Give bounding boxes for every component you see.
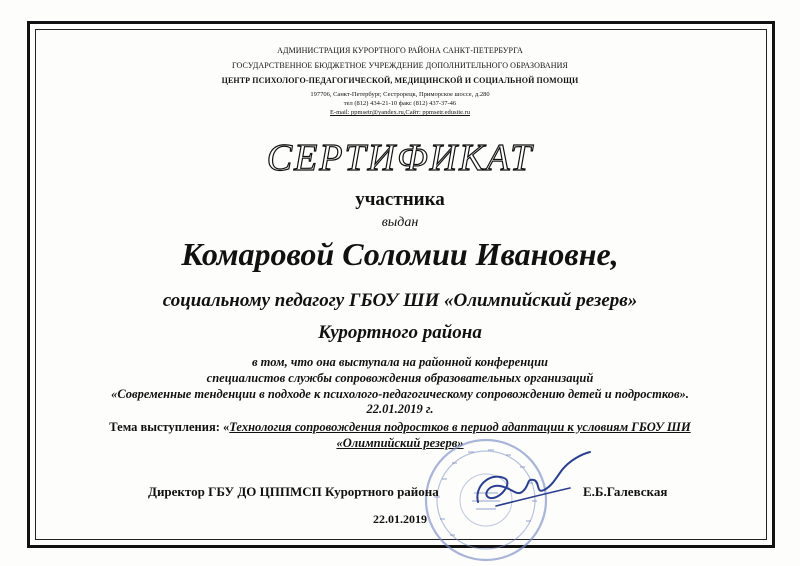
recipient-position: социальному педагогу ГБОУ ШИ «Олимпийский резерв» bbox=[162, 290, 638, 311]
topic-line-2 bbox=[0, 436, 800, 451]
recipient-district: Курортного района bbox=[318, 322, 482, 343]
participant-label: участника bbox=[355, 189, 445, 210]
body-line-2: специалистов службы сопровождения образовательных организаций bbox=[206, 371, 594, 385]
body-line-1: в том, что она выступала на районной конференции bbox=[251, 355, 549, 369]
topic-label: Тема выступления: « bbox=[109, 420, 230, 434]
org-center-line: ЦЕНТР ПСИХОЛОГО-ПЕДАГОГИЧЕСКОЙ, МЕДИЦИНСКОЙ И СОЦИАЛЬНОЙ ПОМОЩИ bbox=[221, 76, 579, 85]
topic-line-1 bbox=[0, 420, 800, 435]
org-phone: тел (812) 434-21-10 факс (812) 437-37-46 bbox=[343, 100, 457, 107]
topic-title-part-1: Технология сопровождения подростков в период адаптации к условиям ГБОУ ШИ bbox=[229, 420, 691, 434]
org-type-line: ГОСУДАРСТВЕННОЕ БЮДЖЕТНОЕ УЧРЕЖДЕНИЕ ДОПОЛНИТЕЛЬНОГО ОБРАЗОВАНИЯ bbox=[232, 61, 568, 70]
body-line-3: «Современные тенденции в подходе к психолого-педагогическому сопровождению детей и подростков». bbox=[111, 387, 689, 401]
org-email: E-mail: ppmsetr@yandex.ru,Сайт: ppmsetr.edusite.ru bbox=[329, 109, 471, 116]
director-title: Директор ГБУ ДО ЦППМСП Курортного района bbox=[148, 484, 439, 499]
org-admin-line: АДМИНИСТРАЦИЯ КУРОРТНОГО РАЙОНА САНКТ-ПЕТЕРБУРГА bbox=[277, 46, 523, 55]
event-date: 22.01.2019 г. bbox=[366, 402, 434, 416]
certificate-title: СЕРТИФИКАТ bbox=[266, 137, 534, 179]
topic-title-part-2: «Олимпийский резерв» bbox=[336, 436, 464, 450]
org-address: 197706, Санкт-Петербург, Сестрорецк, Приморское шоссе, д.280 bbox=[310, 91, 490, 98]
signatory-name: Е.Б.Галевская bbox=[583, 484, 668, 499]
issue-date: 22.01.2019 bbox=[373, 512, 427, 526]
recipient-name: Комаровой Соломии Ивановне, bbox=[181, 236, 619, 272]
issued-label: выдан bbox=[381, 215, 419, 230]
